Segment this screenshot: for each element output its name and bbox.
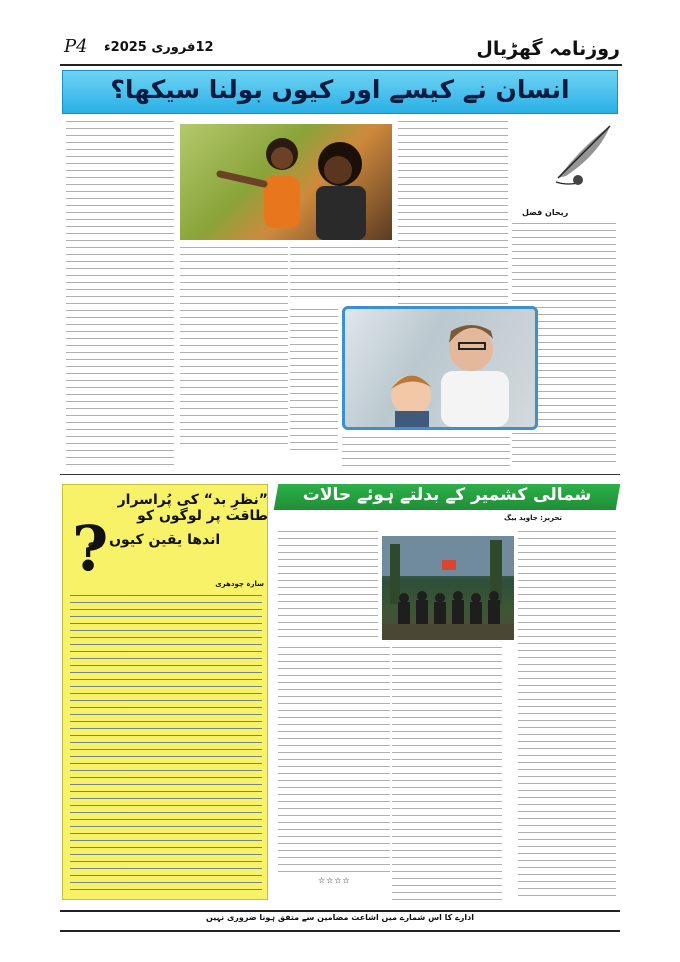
photo-kashmir-gathering <box>382 536 514 640</box>
article-column-1 <box>66 118 174 466</box>
kashmir-column-2 <box>278 644 390 872</box>
author-name: ریحان فضل <box>522 208 569 217</box>
article-column-2 <box>180 244 288 450</box>
article-column-5b <box>342 434 510 466</box>
photo-father-and-child <box>342 306 538 430</box>
article-column-3b <box>290 306 338 456</box>
page-number: P4 <box>64 36 88 57</box>
quill-icon <box>548 120 620 190</box>
sidebar-title-line-1: ”نظرِ بد“ کی پُراسرار طاقت پر لوگوں کو <box>117 492 268 524</box>
photo-mother-and-child <box>180 124 392 240</box>
sidebar-author: سارہ چودھری <box>215 580 264 588</box>
question-mark-icon: ? <box>72 512 109 585</box>
header-rule <box>60 64 622 66</box>
end-marker: ☆☆☆☆ <box>318 876 351 885</box>
article-column-3 <box>290 244 400 300</box>
kashmir-author: تحریر: جاوید بیگ <box>503 514 562 522</box>
masthead: روزنامہ گھڑیال <box>476 38 620 60</box>
kashmir-column-4 <box>518 528 616 900</box>
kashmir-column-1 <box>278 528 378 640</box>
issue-date: 12فروری 2025ء <box>104 40 214 55</box>
sidebar-text <box>70 592 262 892</box>
headline-banner <box>62 70 618 114</box>
kashmir-column-3 <box>392 644 502 900</box>
sidebar-title-line-2: اندھا یقین کیوں ہے <box>87 532 221 548</box>
article-column-4 <box>398 118 508 304</box>
kashmir-headline: شمالی کشمیر کے بدلتے ہوئے حالات <box>302 485 592 505</box>
footer-disclaimer: ادارے کا اس شمارے میں اشاعت مضامین سے متفق ہونا ضروری نہیں <box>206 913 474 922</box>
section-divider <box>60 474 620 475</box>
main-headline: انسان نے کیسے اور کیوں بولنا سیکھا؟ <box>110 75 570 104</box>
